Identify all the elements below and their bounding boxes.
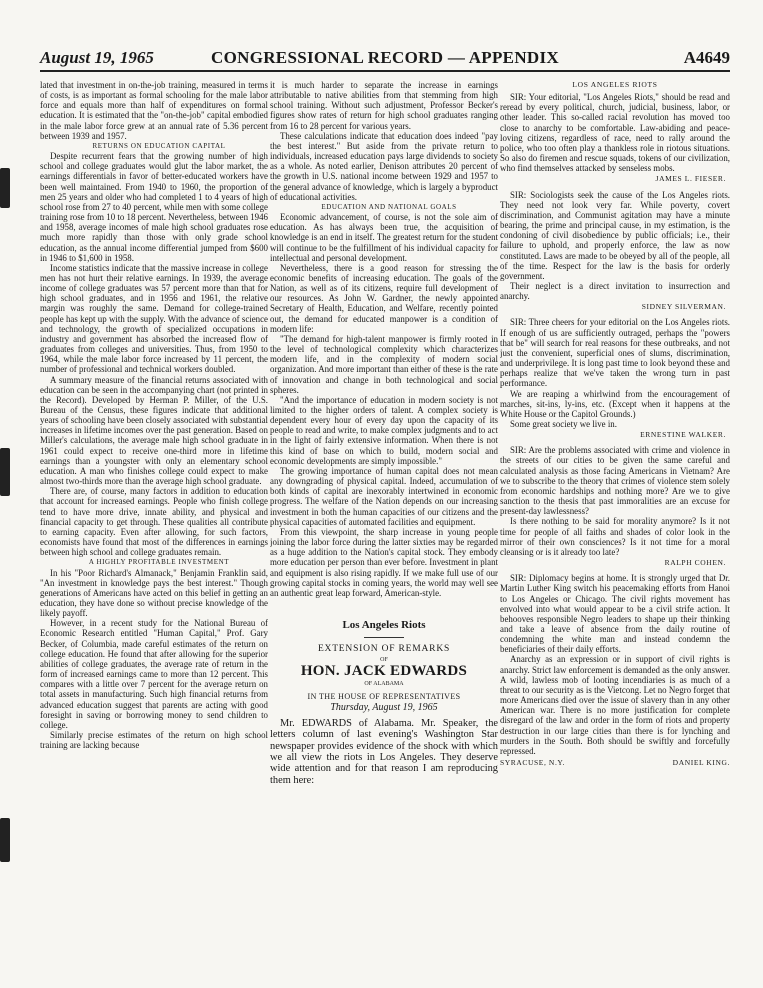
subheading: RETURNS ON EDUCATION CAPITAL	[92, 141, 226, 150]
paragraph: In his "Poor Richard's Almanack," Benjamin Franklin said, "An investment in knowledge pays the best interest." Though generations of Americans have acted on this belief in getting an education, they have done so without precise knowledge of the likely payoff.	[40, 567, 268, 619]
letter-paragraph: SIR: Diplomacy begins at home. It is strongly urged that Dr. Martin Luther King switch his peacemaking efforts from Hanoi to Los Angeles or Chicago. The civil rights movement has envolved into what would appear to be a civil strife action. It behooves responsible Negro leaders to shape up their thinking and take a leave of absence from the daily routine of condemning the white man and instead condemn the beneficiaries of their daily efforts.	[500, 573, 730, 655]
paragraph: Despite recurrent fears that the growing number of high school and college graduates would glut the labor market, the earnings differentials in favor of better-educated workers have been well maintained. From 1940 to 1960, the proportion of men 25 years and older who had completed 1 to 4 years of high school rose from 27 to 40 percent, while men with some college training rose from 10 to 18 percent. Nevertheless, between 1946 and 1958, average incomes of male high school graduates rose much more rapidly than those with only grade school education, as the annual income differential jumped from $600 in 1946 to $1,600 in 1958.	[40, 151, 268, 263]
column-1	[40, 80, 268, 960]
letter-paragraph: SIR: Your editorial, "Los Angeles Riots," should be read and reread by every political, church, judicial, business, labor, or other leader. This so-called racial revolution has moved too close to anarchy to be comfortable. Law-abiding and peace-loving citizens, regardless of race, need to rally around the police, who too often play a thankless role in riotous situations. So also do firemen and rescue squads, tokens of our civilization, who find themselves attacked by senseless mobs.	[500, 92, 730, 174]
binding-mark	[0, 818, 10, 862]
header-title: CONGRESSIONAL RECORD — APPENDIX	[211, 48, 559, 67]
paragraph: From this viewpoint, the sharp increase in young people joining the labor force during the latter sixties may be regarded as a huge addition to the Nation's capital stock. They embody more education per person than ever before. Investment in plant and equipment is also rising rapidly. If we make full use of our growing capital stocks in coming years, the world may well see an authentic great leap forward, American-style.	[270, 526, 498, 598]
letter-signature: ERNESTINE WALKER.	[640, 430, 726, 440]
quote-paragraph: "The demand for high-talent manpower is firmly rooted in the level of technological complexity which characterizes modern life, and in the complexity of modern social organization. And more important than either of these is the rate of innovation and change in both technological and social spheres.	[270, 333, 498, 395]
letter-signature: SIDNEY SILVERMAN.	[641, 302, 726, 312]
subheading: A HIGHLY PROFITABLE INVESTMENT	[88, 558, 230, 567]
header-page-number: A4649	[683, 48, 730, 67]
letter-paragraph: Is there nothing to be said for morality anymore? Is it not time for people of all faiths and shades of color look in the mirror of their own consciences? Is it not time for a moral cleansing or is it already too late?	[500, 516, 730, 557]
binding-mark	[0, 448, 10, 496]
paragraph: Mr. EDWARDS of Alabama. Mr. Speaker, the letters column of last evening's Washington Star newspaper provides evidence of the shock with which we all view the riots in Los Angeles. They deserve wide attention and for that reason I am reproducing them here:	[270, 718, 498, 786]
letter-paragraph: Anarchy as an expression or in support of civil rights is anarchy. Strict law enforcement is demanded as the only answer. A wild, lawless mob of looting incendiaries is as much of a threat to our security as is the Vietcong. Let no Negro forget that more Americans died over the issue of slavery than in any other American war. There is no more justification for complete disregard of the law and order in the form of riots and property destruction in our large cities than there is for lynching and murders in the South. Both should be swiftly and forcefully repressed.	[500, 654, 730, 756]
letter-signature: RALPH COHEN.	[664, 558, 726, 568]
member-name: HON. JACK EDWARDS	[300, 663, 468, 680]
paragraph: There are, of course, many factors in addition to education that account for increased earnings. People who finish college tend to have more drive, innate ability, and physical and financial capacity to get through. These qualities all contribute to earning capacity. Even after allowing, for such factors, economists have found that most of the differences in earnings between high school and college graduates remain.	[40, 486, 268, 558]
article-title: Los Angeles Riots	[342, 618, 426, 631]
paragraph: These calculations indicate that education does indeed "pay the best interest." But aside from the private return to individuals, increased education pays large dividends to society as a whole. As noted earlier, Denison attributes 20 percent of the growth in U.S. national income between 1929 and 1957 to the general advance of knowledge, which is largely a byproduct of educational activities.	[270, 130, 498, 202]
paragraph: lated that investment in on-the-job training, measured in terms of costs, is as important as formal schooling for the male labor force and equals more than half of expenditures on formal education. It is estimated that the "on-the-job" capital embodied in the male labor force grew at an annual rate of 5.36 percent between 1939 and 1957.	[40, 80, 268, 141]
paragraph: Similarly precise estimates of the return on high school training are lacking because	[40, 730, 268, 751]
letter-paragraph: Their neglect is a direct invitation to insurrection and anarchy.	[500, 280, 730, 302]
letter-city: SYRACUSE, N.Y.	[500, 758, 565, 768]
paragraph: A summary measure of the financial returns associated with education can be seen in the accompanying chart (not printed in the Record). Developed by Herman P. Miller, of the U.S. Bureau of the Census, these figures indicate that additional years of schooling have been closely associated with substantial increases in lifetime incomes over the past generation. Based on Miller's calculations, the average male high school graduate in 1961 could expect to receive one-third more in lifetime earnings than a youngster with only an elementary school education. A man who finishes college could expect to make almost two-thirds more than the average high school graduate.	[40, 374, 268, 487]
letter-signature: JAMES L. FIESER.	[655, 174, 726, 184]
paragraph: Nevertheless, there is a good reason for stressing the economic benefits of increasing education. The goals of the Nation, as well as of its citizens, require full development of our resources. As John W. Gardner, the newly appointed Secretary of Health, Education, and Welfare, recently pointed out, the demand for educated manpower is a condition of modern life:	[270, 262, 498, 334]
column-2	[270, 80, 498, 960]
header-date: August 19, 1965	[40, 48, 154, 67]
session-date: Thursday, August 19, 1965	[330, 701, 438, 713]
page-header	[40, 48, 730, 72]
quote-paragraph: "And the importance of education in modern society is not limited to the higher orders of talent. A complex society is dependent every hour of every day upon the capacity of its people to read and write, to make complex judgments and to act in the light of fairly extensive information. When there is not this kind of base on which to build, modern social and economic developments are simply impossible."	[270, 394, 498, 466]
chamber-label: IN THE HOUSE OF REPRESENTATIVES	[307, 691, 461, 701]
letter-paragraph: SIR: Sociologists seek the cause of the Los Angeles riots. They need not look very far. While poverty, covert discrimination, and Communist agitation may have a minute bearing, the prime and principal cause, in my estimation, is the condoning of civil disobedience by public officials; i.e., their failure to uphold, and properly enforce, the law as now constituted. Laws are made to be obeyed by all of the people, all of the time. Respect for the law is the basis for orderly government.	[500, 189, 730, 281]
binding-mark	[0, 168, 10, 208]
extension-heading: EXTENSION OF REMARKS	[317, 644, 451, 655]
extension-of-remarks	[270, 620, 498, 786]
of-label: OF	[380, 657, 388, 664]
column-3	[500, 80, 730, 960]
paragraph: Income statistics indicate that the massive increase in college men has not hurt their relative earnings. In 1939, the average income of college graduates was 57 percent more than that for high school graduates, and in 1956 and 1961, the relative margin was roughly the same. Demand for college-trained people has kept up with the supply. With the advance of science and technology, the growth of specialized occupations in industry and government has absorbed the increased flow of graduates from colleges and universities. Thus, from 1950 to 1964, while the male labor force increased by 11 percent, the number of professional and technical workers doubled.	[40, 262, 268, 375]
paragraph: it is much harder to separate the increase in earnings attributable to native abilities from that stemming from high school training. Without such adjustment, Professor Becker's figures show rates of return for high school graduates ranging from 16 to 28 percent for various years.	[270, 80, 498, 131]
letter-signature: DANIEL KING.	[672, 758, 730, 767]
divider	[364, 637, 404, 638]
letter-paragraph: We are reaping a whirlwind from the encouragement of marches, sit-ins, ly-ins, etc. (Except when it happens at the White House or the Capitol Grounds.)	[500, 388, 730, 419]
paragraph: Economic advancement, of course, is not the sole aim of education. As has always been true, the acquisition of knowledge is an end in itself. The greatest return for the student will continue to be the fulfillment of his individual capacity for intellectual and personal development.	[270, 212, 498, 263]
subheading: EDUCATION AND NATIONAL GOALS	[321, 202, 457, 211]
letter-paragraph: SIR: Three cheers for your editorial on the Los Angeles riots. If enough of us are sufficiently outraged, perhaps the "powers that be" will search for real reasons for these outbreaks, and not just the convenient, superficial ones of slums, discrimination, and underprivilege. It is long past time to look beyond these and perhaps realize that we've taken the wrong turn in past performance.	[500, 317, 730, 389]
letter-paragraph: Some great society we live in.	[510, 419, 617, 429]
member-state: OF ALABAMA	[364, 680, 404, 687]
paragraph: However, in a recent study for the National Bureau of Economic Research entitled "Human Capital," Prof. Gary Becker, of Columbia, made careful estimates of the return on college education. He found that after allowing for the superior abilities of college graduates, the average rate of return in the form of increased earnings came to more than 12 percent. This compares with a little over 7 percent for the average return on total assets in manufacturing. Such high financial returns from advanced education suggest that parents are acting with good foresight in saving or borrowing money to send children to college.	[40, 618, 268, 730]
letters-heading: LOS ANGELES RIOTS	[572, 80, 658, 89]
paragraph: The growing importance of human capital does not mean any downgrading of physical capital. Indeed, accumulation of both kinds of capital are inexorably intertwined in economic progress. The welfare of the Nation depends on our increasing investment in both the human capacities of our citizens and the physical capacities of automated facilities and equipment.	[270, 465, 498, 527]
letter-paragraph: SIR: Are the problems associated with crime and violence in the streets of our cities to be given the same careful and calculated analysis as those facing Americans in Vietnam? Are we to subscribe to the theory that crimes of violence stem solely from economic hardships and nothing more? Are we to give sanction to the thesis that past immoralities are an excuse for present-day lawlessness?	[500, 445, 730, 517]
